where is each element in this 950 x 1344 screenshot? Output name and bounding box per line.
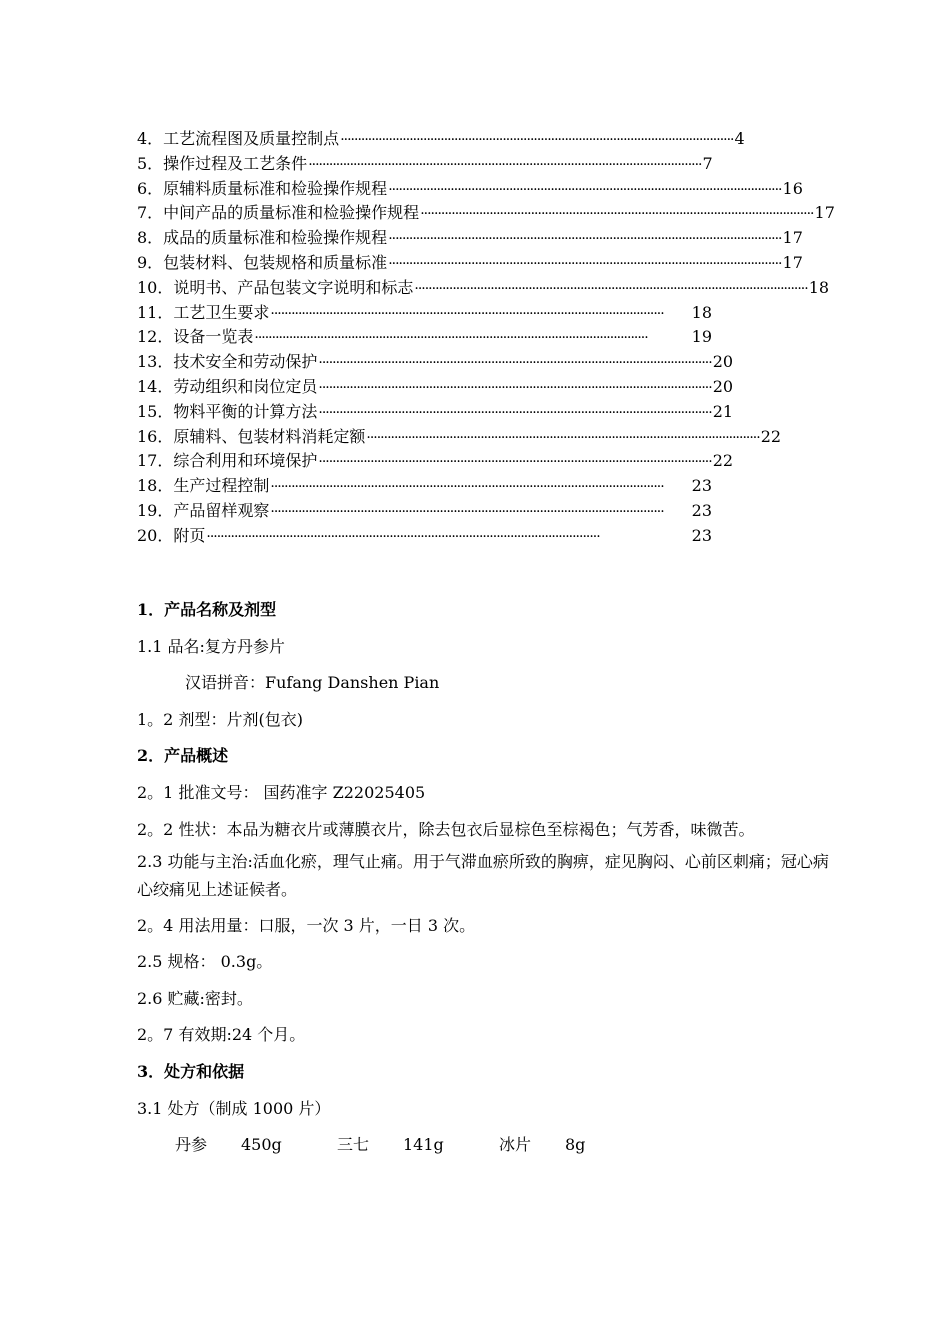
toc-entry-title: 15．物料平衡的计算方法 xyxy=(137,401,318,421)
section-2-3-text: 2.3 功能与主治:活血化瘀，理气止痛。用于气滞血瘀所致的胸痹，症见胸闷、心前区刺痛；冠心病心绞痛见上述证候者。 xyxy=(137,851,829,899)
toc-entry-title: 7．中间产品的质量标准和检验操作规程 xyxy=(137,203,420,223)
toc-entry xyxy=(137,251,803,276)
prescription-ingredients xyxy=(137,1127,837,1163)
toc-entry-page: 20 xyxy=(712,376,734,396)
toc-entry xyxy=(137,524,712,549)
toc-entry-page: 18 xyxy=(808,277,830,297)
toc-entry-page: 18 xyxy=(691,302,712,322)
toc-entry-title: 10．说明书、产品包装文字说明和标志 xyxy=(137,277,414,297)
section-heading-2: 2．产品概述 xyxy=(137,746,229,766)
toc-entry-page: 17 xyxy=(782,252,803,272)
toc-entry xyxy=(137,325,712,350)
toc-entry xyxy=(137,152,712,177)
toc-entry-title: 4．工艺流程图及质量控制点 xyxy=(137,129,340,148)
section-2-7-text: 2。7 有效期:24 个月。 xyxy=(137,1025,306,1045)
section-2-2-text: 2。2 性状：本品为糖衣片或薄膜衣片，除去包衣后显棕色至棕褐色；气芳香，味微苦。 xyxy=(137,819,755,839)
toc-entry-title: 5．操作过程及工艺条件 xyxy=(137,153,308,173)
ingredient-name: 丹参 xyxy=(175,1135,208,1155)
toc-entry-page: 21 xyxy=(712,401,734,421)
ingredient-quantity: 8g xyxy=(565,1135,586,1155)
toc-leader-dots: ·················································································································· xyxy=(420,206,814,223)
toc-entry-page: 19 xyxy=(691,327,712,347)
toc-entry-title: 6．原辅料质量标准和检验操作规程 xyxy=(137,178,388,198)
toc-leader-dots: ·················································································································· xyxy=(318,454,712,471)
document-body xyxy=(137,592,837,1163)
toc-entry-page: 4 xyxy=(734,129,745,148)
toc-entry xyxy=(137,177,803,202)
toc-entry-title: 11．工艺卫生要求 xyxy=(137,302,270,322)
ingredient-name: 三七 xyxy=(337,1135,370,1155)
toc-entry xyxy=(137,425,782,450)
toc-entry xyxy=(137,201,835,226)
toc-leader-dots: ·················································································································· xyxy=(308,156,702,173)
toc-entry-page: 17 xyxy=(782,228,803,248)
toc-entry xyxy=(137,375,734,400)
toc-entry-title: 12．设备一览表 xyxy=(137,327,254,347)
toc-entry-page: 20 xyxy=(712,352,734,372)
section-2-6-text: 2.6 贮藏:密封。 xyxy=(137,988,253,1008)
toc-entry-page: 23 xyxy=(691,476,712,496)
ingredient-quantity: 450g xyxy=(241,1135,282,1155)
toc-entry xyxy=(137,350,734,375)
section-heading-1: 1．产品名称及剂型 xyxy=(137,600,277,619)
toc-leader-dots: ·················································································································· xyxy=(388,255,782,272)
toc-entry-title: 20．附页 xyxy=(137,525,206,545)
section-1-2-text: 1。2 剂型：片剂(包衣) xyxy=(137,709,303,729)
toc-leader-dots: ·················································································································· xyxy=(206,528,600,545)
toc-leader-dots: ·················································································································· xyxy=(318,355,712,372)
toc-entry-page: 22 xyxy=(712,451,734,471)
toc-leader-dots: ·················································································································· xyxy=(318,379,712,396)
toc-entry xyxy=(137,226,803,251)
toc-leader-dots: ·················································································································· xyxy=(388,231,782,248)
toc-entry-page: 7 xyxy=(702,153,713,173)
toc-entry-title: 19．产品留样观察 xyxy=(137,500,270,520)
toc-entry xyxy=(137,127,745,152)
toc-entry-title: 8．成品的质量标准和检验操作规程 xyxy=(137,228,388,248)
toc-leader-dots: ·················································································································· xyxy=(340,132,734,148)
ingredient-quantity: 141g xyxy=(403,1135,444,1155)
section-3-1-text: 3.1 处方（制成 1000 片） xyxy=(137,1098,331,1118)
toc-entry-page: 23 xyxy=(691,500,712,520)
toc-entry xyxy=(137,474,712,499)
toc-entry-page: 22 xyxy=(760,426,782,446)
section-2-4-text: 2。4 用法用量：口服，一次 3 片，一日 3 次。 xyxy=(137,915,476,935)
toc-leader-dots: ·················································································································· xyxy=(270,479,664,496)
section-1-1-text: 1.1 品名:复方丹参片 xyxy=(137,636,285,656)
toc-entry-page: 16 xyxy=(782,178,803,198)
toc-entry-title: 13．技术安全和劳动保护 xyxy=(137,352,318,372)
ingredient-name: 冰片 xyxy=(499,1135,532,1155)
section-heading-3: 3．处方和依据 xyxy=(137,1061,245,1081)
section-2-5-text: 2.5 规格： 0.3g。 xyxy=(137,952,273,972)
toc-entry xyxy=(137,400,734,425)
toc-leader-dots: ·················································································································· xyxy=(366,429,760,446)
toc-entry-page: 23 xyxy=(691,525,712,545)
toc-entry-title: 16．原辅料、包装材料消耗定额 xyxy=(137,426,366,446)
toc-leader-dots: ·················································································································· xyxy=(388,181,782,198)
toc-leader-dots: ·················································································································· xyxy=(254,330,648,347)
toc-entry xyxy=(137,276,830,301)
toc-entry-title: 17．综合利用和环境保护 xyxy=(137,451,318,471)
toc-entry xyxy=(137,449,734,474)
table-of-contents xyxy=(137,127,835,549)
toc-leader-dots: ·················································································································· xyxy=(414,280,808,297)
toc-entry xyxy=(137,301,712,326)
toc-leader-dots: ·················································································································· xyxy=(318,404,712,421)
toc-leader-dots: ·················································································································· xyxy=(270,305,664,322)
toc-entry-title: 18．生产过程控制 xyxy=(137,476,270,496)
toc-entry xyxy=(137,499,712,524)
section-2-1-text: 2。1 批准文号： 国药准字 Z22025405 xyxy=(137,782,426,802)
pinyin-text: 汉语拼音：Fufang Danshen Pian xyxy=(185,673,440,693)
toc-entry-title: 9．包装材料、包装规格和质量标准 xyxy=(137,252,388,272)
toc-leader-dots: ·················································································································· xyxy=(270,503,664,520)
toc-entry-page: 17 xyxy=(814,203,835,223)
toc-entry-title: 14．劳动组织和岗位定员 xyxy=(137,376,318,396)
